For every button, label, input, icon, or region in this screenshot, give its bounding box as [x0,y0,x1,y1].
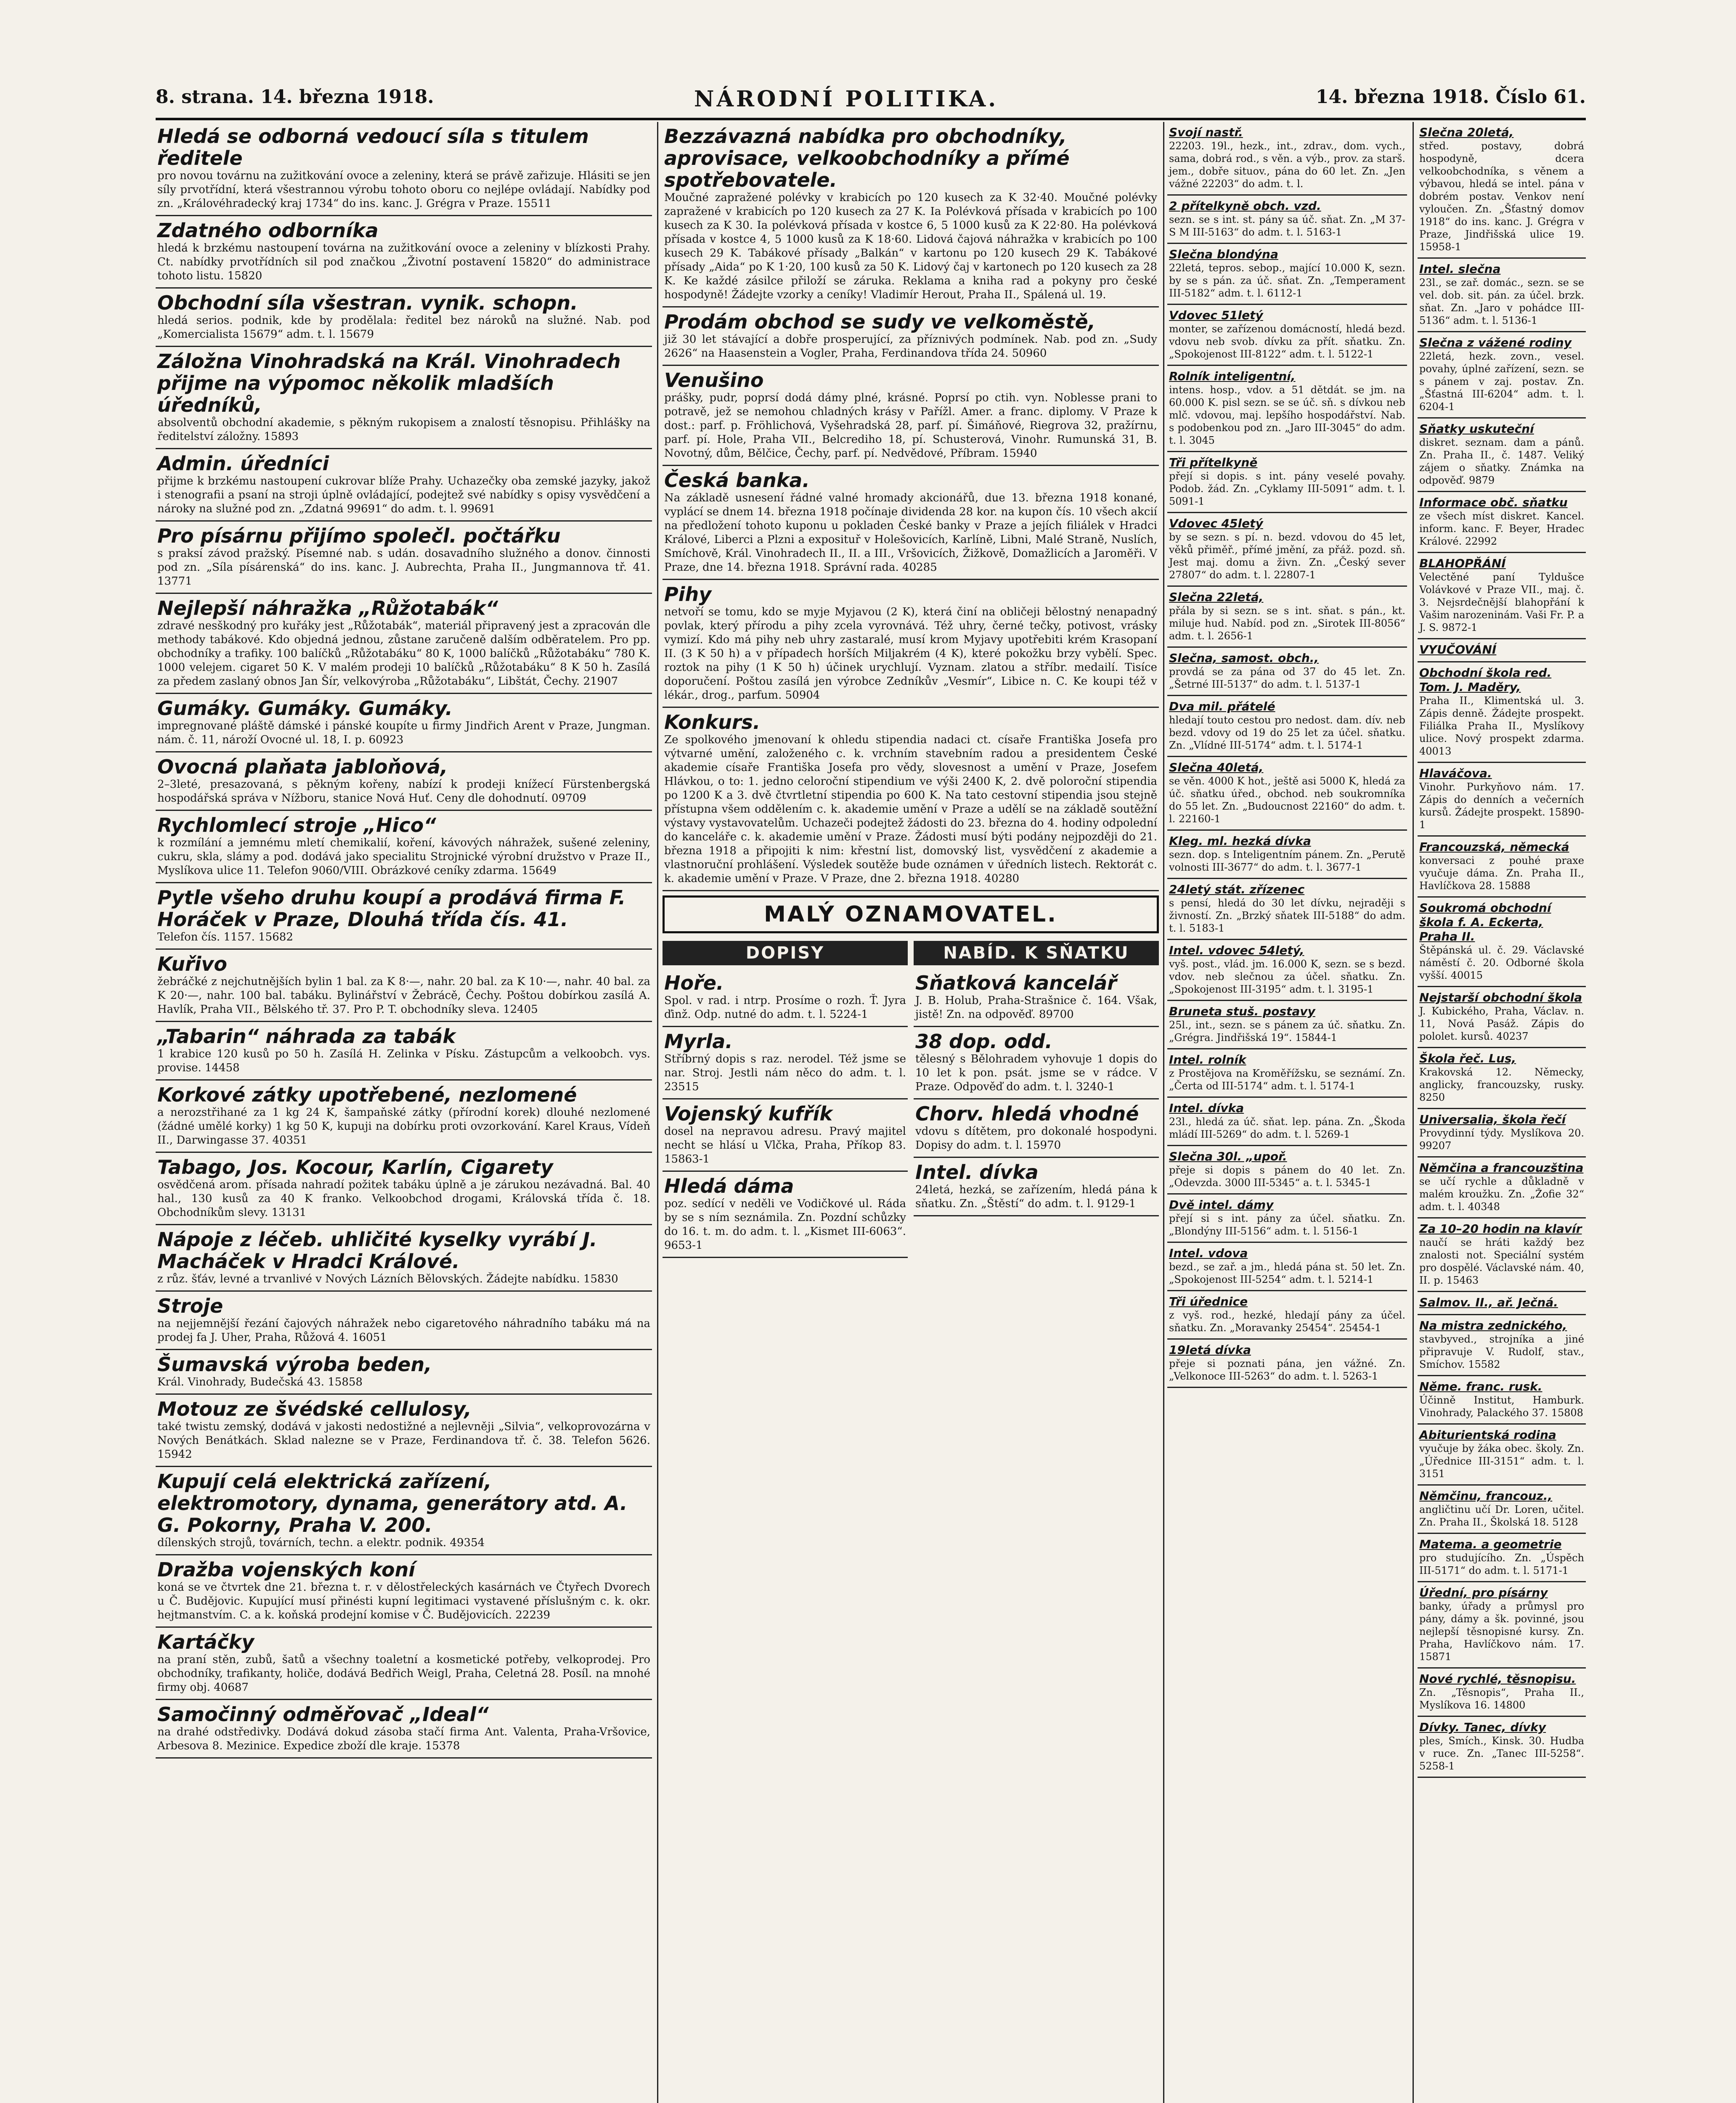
ad-headline: Slečna z vážené rodiny [1419,336,1572,350]
ad-body: bezd., se zař. a jm., hledá pána st. 50 let. Zn. „Spokojenost III-5254“ adm. t. l. 5214-1 [1169,1261,1405,1285]
classified-ad [1418,987,1586,1048]
classified-ad [1167,122,1407,196]
column-divider [1163,122,1164,2103]
classified-ad [156,216,652,289]
ad-headline: Škola řeč. Lus, [1419,1052,1516,1065]
ad-headline: Tři úřednice [1169,1295,1248,1308]
ad-headline: Úřední, pro písárny [1419,1586,1548,1600]
ad-headline: Vdovec 51letý [1169,308,1263,322]
ad-body: a nerozstřihané za 1 kg 24 K, šampaňské zátky (přírodní korek) dlouhé nezlomené (žádné umělé korky) 1 kg 50 K, kupuji na dobírku proti ovzorkování. Karel Kraus, Vídeň II., Darwingasse 37. 40351 [157,1106,650,1147]
ad-headline: Na mistra zednického, [1419,1319,1567,1332]
ad-body: dílenských strojů, továrních, techn. a elektr. podnik. 49354 [157,1536,485,1549]
ad-body: Moučné zapražené polévky v krabicích po 120 kusech za K 32·40. Moučné polévky zapražené v krabicích po 120 kusech za 27 K. Ia Polévková přísada v krabicích po 100 kusech za K 30. Ia polévková přísada v kostce 6, 5 1000 kusů za K 22·80. Ha polévková přísada v kostce 4, 5 1000 kusů za K 18·60. Lidová čajová náhražka v krabicích po 100 kusech 29 K. Tabákové přísady „Balkán“ v kartonu po 120 kusech 29 K. Tabákové přísady „Aida“ po K 1·20, 100 kusů za 50 K. Lidový čaj v kartonech po 120 kusech za 28 K. Ke každé zásilce přiloží se záruka. Reklama a kniha rad a pokyny pro české hospodyně! Žádejte vzorky a ceníky! Vladimír Herout, Praha II., Spálená ul. 19. [664,191,1157,301]
ad-headline: Intel. dívka [915,1161,1039,1184]
classified-ad [156,1628,652,1700]
classified-ad [914,1158,1159,1216]
ad-headline: Nápoje z léčeb. uhličité kyselky vyrábí J. Macháček v Hradci Králové. [157,1228,597,1273]
ad-body: na praní stěn, zubů, šatů a všechny toaletní a kosmetické potřeby, velkoprodej. Pro obchodníky, trafikanty, holiče, dodává Bedřich Weigl, Praha, Celetná 28. Posíl. na mnohé firmy obj. 40687 [157,1653,650,1694]
ad-headline: Intel. slečna [1419,262,1501,276]
ad-headline: Němčinu, francouz., [1419,1489,1553,1503]
classified-ad [1418,1048,1586,1109]
ad-headline: 24letý stát. zřízenec [1169,882,1305,896]
column-2 [663,122,1159,2103]
classified-ad [663,969,908,1027]
ad-headline: Abiturientská rodina [1419,1428,1556,1442]
ad-body: pro studujícího. Zn. „Úspěch III-5171“ do adm. t. l. 5171-1 [1419,1552,1584,1576]
ad-headline: Konkurs. [664,711,761,734]
ad-body: Na základě usnesení řádné valné hromady akcionářů, due 13. března 1918 konané, vyplácí se dnem 14. března 1918 počínaje dividenda 28 kor. na kupon čís. 10 všech akcií na předložení tohoto kuponu u pokladen České banky v Praze a jejích filiálek v Hradci Králové, Liberci a Plzni a exposituř v Holešovicích, Karlíně, Libni, Malé Straně, Nuslích, Smíchově, Král. Vinohradech II., II. a III., Vršovicích, Žižkově, Domažlicích a Jaroměři. V Praze, dne 14. března 1918. Správní rada. 40285 [664,492,1157,574]
classified-ad [156,883,652,950]
classified-ad [156,1700,652,1759]
classified-ad [156,1292,652,1350]
ad-body: tělesný s Bělohradem vyhovuje 1 dopis do 10 let k pon. psát. jsme se v rádce. V Praze. Odpověď do adm. t. l. 3240-1 [915,1053,1157,1093]
ad-body: intens. hosp., vdov. a 51 dětdát. se jm. na 60.000 K. pisl sezn. se se úč. sň. s dívkou neb mlč. vdovou, maj. lepšího hospodářství. Nab. s podobenkou pod zn. „Jaro III-3045“ do adm. t. l. 3045 [1169,384,1405,446]
ad-headline: Universalia, škola řečí [1419,1112,1566,1126]
ad-headline: Slečna blondýna [1169,247,1278,261]
classified-ad [1167,244,1407,305]
ad-body: již 30 let stávající a dobře prosperující, za příznivých podmínek. Nab. pod zn. „Sudy 2626“ na Haasenstein a Vogler, Praha, Ferdinandova třída 24. 50960 [664,333,1157,360]
classified-ad [1418,1486,1586,1534]
ad-headline: Francouzská, německá [1419,840,1569,854]
classified-ad [156,122,652,216]
ad-body: absolventů obchodní akademie, s pěkným rukopisem a znalostí těsnopisu. Přihlášky na ředitelství záložny. 15893 [157,416,650,443]
ad-body: Stříbrný dopis s raz. nerodel. Též jsme se nar. Stroj. Jestli nám něco do adm. t. l. 23515 [664,1053,906,1093]
ad-headline: Hledá se odborná vedoucí síla s titulem ředitele [157,125,589,170]
classified-ad [1418,1425,1586,1486]
ad-headline: Intel. vdova [1169,1246,1248,1260]
ad-body: 23l., hledá za úč. sňat. lep. pána. Zn. „Škoda mládí III-5269“ do adm. t. l. 5269-1 [1169,1116,1405,1140]
ad-headline: Intel. rolník [1169,1053,1246,1067]
classified-ad [663,1172,908,1258]
classified-ad [156,1555,652,1628]
ad-headline: Nejlepší náhražka „Růžotabák“ [157,597,498,620]
ad-body: angličtinu učí Dr. Loren, učitel. Zn. Praha II., Školská 18. 5128 [1419,1504,1584,1528]
ad-body: vdovu s dítětem, pro dokonalé hospodyni. Dopisy do adm. t. l. 15970 [915,1125,1157,1152]
ad-body: přeje si poznati pána, jen vážné. Zn. „Velkonoce III-5263“ do adm. t. l. 5263-1 [1169,1358,1405,1382]
ad-body: hledají touto cestou pro nedost. dam. dív. neb bezd. vdovy od 19 do 25 let za účel. sňatku. Zn. „Vlídné III-5174“ adm. t. l. 5174-1 [1169,714,1405,751]
ad-headline: Dva mil. přátelé [1169,699,1275,713]
classified-ad [1167,879,1407,940]
ad-headline: 38 dop. odd. [915,1030,1052,1053]
classified-ad [156,522,652,594]
classified-ad [1167,1098,1407,1146]
classified-ad [663,366,1159,466]
section-dopisy: DOPISY [663,941,908,965]
ad-body: pro novou továrnu na zužitkování ovoce a zeleniny, která se právě zařizuje. Hlásiti se jen síly prvotřídní, která všestrannou výrobu tohoto oboru co nejlépe ovládají. Nabídky pod zn. „Královéhradecký kraj 1734“ do ins. kanc. J. Grégra v Praze. 15511 [157,170,650,210]
ad-body: 1 krabice 120 kusů po 50 h. Zasílá H. Zelinka v Písku. Zástupcům a velkoobch. vys. provise. 14458 [157,1048,650,1074]
ad-body: vyš. post., vlád. jm. 16.000 K, sezn. se s bezd. vdov. neb slečnou za účel. sňatku. Zn. „Spokojenost III-3195“ adm. t. l. 3195-1 [1169,958,1405,995]
ad-headline: Matema. a geometrie [1419,1537,1562,1551]
ad-body: hledá serios. podnik, kde by prodělala: ředitel bez nároků na služné. Nab. pod „Komercialista 15679“ adm. t. l. 15679 [157,314,650,341]
classified-ad [1167,1291,1407,1340]
ad-body: Velectěné paní Tyldušce Volávkové v Praze VII., maj. č. 3. Nejsrdečnější blahopřání k Vašim narozeninám. Vaši Fr. P. a J. S. 9872-1 [1419,571,1584,633]
issue-date-number: 14. března 1918. Číslo 61. [1315,86,1586,108]
ad-body: Krakovská 12. Německy, anglicky, francouzsky, rusky. 8250 [1419,1066,1584,1103]
ad-headline: Admin. úředníci [157,452,329,475]
ad-body: sezn. dop. s Inteligentním pánem. Zn. „Perutě volnosti III-3677“ do adm. t. l. 3677-1 [1169,849,1405,873]
classified-ad [1418,259,1586,332]
classified-ad [156,1467,652,1555]
ad-body: J. B. Holub, Praha-Strašnice č. 164. Však, jistě! Zn. na odpověď. 89700 [915,994,1157,1021]
column-1 [156,122,652,2103]
ad-headline: „Tabarin“ náhrada za tabák [157,1025,456,1048]
ad-body: z Prostějova na Kroměřížsku, se seznámí. Zn. „Čerta od III-5174“ adm. t. l. 5174-1 [1169,1067,1405,1092]
ad-body: z vyš. rod., hezké, hledají pány za účel. sňatku. Zn. „Moravanky 25454“. 25454-1 [1169,1309,1405,1334]
header-rule [156,118,1586,120]
classified-ad [914,969,1159,1027]
ad-headline: Svojí nastř. [1169,125,1243,139]
classified-ad [156,694,652,752]
ad-body: ze všech míst diskret. Kancel. inform. kanc. F. Beyer, Hradec Králové. 22992 [1419,510,1584,547]
ad-body: koná se ve čtvrtek dne 21. března t. r. v dělostřeleckých kasárnách ve Čtyřech Dvorech u Č. Budějovic. Kupující musí přinésti kupní legitimaci vystavené příslušným c. k. okr. hejtmanstvím. C. a k. koňská prodejní komise v Č. Budějovicích. 22239 [157,1581,650,1621]
ad-headline: Tabago, Jos. Kocour, Karlín, Cigarety [157,1156,553,1179]
column-divider [1413,122,1414,2103]
ad-body: J. Kubického, Praha, Václav. n. 11, Nová Pasáž. Zápis do pololet. kursů. 40237 [1419,1005,1584,1042]
classified-ad [1418,1109,1586,1157]
ad-headline: Kupují celá elektrická zařízení, elektromotory, dynama, generátory atd. A. G. Pokorny, Praha V. 200. [157,1470,628,1536]
classified-ad [1167,648,1407,696]
ad-headline: Za 10–20 hodin na klavír [1419,1222,1582,1236]
ad-headline: Samočinný odměřovač „Ideal“ [157,1703,489,1726]
classifieds-right [914,938,1159,1258]
ad-headline: Rolník inteligentní, [1169,369,1296,383]
classified-ad [663,708,1159,891]
ad-body: žebráčké z nejchutnějších bylin 1 bal. za K 8·—, nahr. 20 bal. za K 10·—, nahr. 40 bal. za K 20·—, nahr. 100 bal. tabáku. Bylinářství v Žebrácě, Čechy. Poštou dobírkou zasílá A. Havlík, Praha VII., Bělského tř. 37. Pro P. T. obchodníky sleva. 12405 [157,975,650,1016]
ad-headline: Slečna 30l. „upoř. [1169,1149,1287,1163]
ad-body: střed. postavy, dobrá hospodyně, dcera velkoobchodníka, s věnem a výbavou, hledá se intel. pána v dobrém postav. Venkov není vyloučen. Zn. „Šťastný domov 1918“ do ins. kanc. J. Grégra v Praze, Jindřišská ulice 19. 15958-1 [1419,140,1584,253]
ad-headline: 19letá dívka [1169,1343,1251,1357]
ad-body: Provydinní týdy. Myslíkova 20. 99207 [1419,1127,1584,1152]
ad-headline: Vdovec 45letý [1169,516,1263,530]
ad-body: netvoří se tomu, kdo se myje Myjavou (2 K), která činí na obličeji bělostný nenapadný povlak, který přírodu a pihy zcela vyrovnává. Též uhry, černé tečky, potivost, vrásky vymizí. Kdo má pihy neb uhry zastaralé, musí krom Myjavy upotřebiti krém Krasopaní II. (3 K 50 h) a v případech horších Miljakrém (4 K), které pokožku brzy vybělí. Spec. roztok na pihy (1 K 50 h) účinek urychlují. Vyznam. zlatou a stříbr. medailí. Tisíce doporučení. Poštou zasílá jen výrobce Zedníkův „Vesmír“, Libice n. C. Ke koupi též v lékár., drog., parfum. 50904 [664,606,1157,702]
ad-body: 22203. 19l., hezk., int., zdrav., dom. vych., sama, dobrá rod., s věn. a výb., prov. za starš. jem., dobře situov., pána do 60 let. Zn. „Jen vážné 22203“ do adm. t. l. [1169,140,1405,190]
classified-ad [156,347,652,449]
ad-body: 24letá, hezká, se zařízením, hledá pána k sňatku. Zn. „Štěstí“ do adm. t. l. 9129-1 [915,1184,1157,1210]
ad-headline: Česká banka. [664,469,810,492]
ad-body: z růz. šťáv, levné a trvanlivé v Nových Lázních Bělovských. Žádejte nabídku. 15830 [157,1273,618,1285]
ad-body: dosel na nepravou adresu. Pravý majitel necht se hlásí u Vlčka, Praha, Příkop 83. 15863-1 [664,1125,906,1165]
ad-body: zdravé nesškodný pro kuřáky jest „Růžotabák“, materiál připravený jest a zpracován dle methody tabákové. Kdo objedná jednou, zůstane zaručeně dalším odběratelem. Pro pp. obchodníky a trafiky. 100 balíčků „Růžotabáku“ 80 K, 1000 balíčků „Růžotabáku“ 780 K. 1000 velejem. cigaret 50 K. V malém prodeji 10 balíčků „Růžotabáku“ 8 K 50 h. Zasílá za předem zaslaný obnos Jan Šír, velkovýroba „Růžotabáku“, Libštát, Čechy. 21907 [157,620,650,688]
ad-body: vyučuje by žáka obec. školy. Zn. „Úřednice III-3151“ adm. t. l. 3151 [1419,1443,1584,1480]
classified-ad [1418,662,1586,763]
ad-headline: Vojenský kufřík [664,1102,832,1125]
classified-ad [1167,696,1407,757]
classified-ad [1418,492,1586,553]
ad-headline: Zdatného odborníka [157,219,379,242]
ad-headline: Dvě intel. dámy [1169,1198,1274,1212]
classified-ad [663,307,1159,366]
ad-headline: Kartáčky [157,1631,254,1653]
classifieds-left [663,938,908,1258]
ad-headline: Záložna Vinohradská na Král. Vinohradech přijme na výpomoc několik mladších úředníků, [157,350,621,416]
classified-ad [1167,940,1407,1001]
ad-body: Zn. „Těsnopis“, Praha II., Myslíkova 16. 14800 [1419,1687,1584,1711]
ad-body: k rozmílání a jemnému mletí chemikalií, koření, kávových náhražek, sušené zeleniny, cukru, skla, slámy a pod. dodává jako specialitu Strojnické výrobní družstvo v Praze II., Myslíkova ulice 11. Telefon 9060/VIII. Obrázkové ceníky zdarma. 15649 [157,837,650,877]
ad-body: 25l., int., sezn. se s pánem za úč. sňatku. Zn. „Grégra. Jindřišská 19“. 15844-1 [1169,1019,1405,1044]
classified-ad [1167,1001,1407,1049]
ad-body: banky, úřady a průmysl pro pány, dámy a šk. povinné, jsou nejlepší těsnopisné kursy. Zn. Praha, Havlíčkovo nám. 17. 15871 [1419,1600,1584,1663]
ad-headline: Obchodní škola red. Tom. J. Maděry, [1419,666,1552,694]
ad-body: prášky, pudr, poprsí dodá dámy plné, krásné. Poprsí po ctih. vyn. Noblesse prani to potravě, jež se nemohou chladných krásy v Pařížl. Amer. a franc. diplomy. V Praze k dost.: parf. p. Fröhlichová, Vyšehradská 28, parf. pí. Šimáňové, Riegrova 32, pražírnu, parf. pí. Hole, Praha VII., Belcrediho 18, pí. Schusterová, Vinohr. Rumunská 31, B. Novotný, dům, Bělčice, Čechy, parf. pí. Nedvědové, Příbram. 15940 [664,392,1157,460]
classified-ad [1418,898,1586,987]
classified-ad [1167,831,1407,879]
classified-ad [1418,122,1586,259]
ad-headline: Slečna 22letá, [1169,590,1264,604]
ad-body: osvědčená arom. přísada nahradí požitek tabáku úplně a je zárukou nezávadná. Bal. 40 hal., 130 kusů za 40 K franko. Velkoobchod drogami, Královská třída č. 18. Obchodníkům slevy. 13131 [157,1179,650,1219]
classified-ad [1167,366,1407,452]
ad-body: 23l., se zař. domác., sezn. se se vel. dob. sit. pán. za účel. brzk. sňat. Zn. „Jaro v pohádce III-5136“ adm. t. l. 5136-1 [1419,277,1584,326]
ad-headline: Tři přítelkyně [1169,456,1258,469]
classifieds-banner: MALÝ OZNAMOVATEL. [663,895,1159,933]
classified-ad [1418,1315,1586,1376]
ad-headline: Sňatky uskuteční [1419,422,1534,436]
classified-ad [1167,1340,1407,1388]
classified-ad [156,1081,652,1153]
ad-headline: VYUČOVÁNÍ [1419,643,1497,657]
ad-headline: BLAHOPŘÁNÍ [1419,556,1506,570]
ad-headline: Venušino [664,369,764,392]
classified-ad [1167,305,1407,366]
ad-headline: Slečna, samost. obch., [1169,651,1319,665]
classified-ad [1418,553,1586,639]
ad-body: sezn. se s int. st. pány sa úč. sňat. Zn. „M 37-S M III-5163“ do adm. t. l. 5163-1 [1169,214,1405,238]
ad-body: 22letá, tepros. sebop., mající 10.000 K, sezn. by se s pán. za úč. sňat. Zn. „Temperament III-5182“ adm. t. l. 6112-1 [1169,262,1405,299]
classified-ad [1418,332,1586,418]
ad-headline: Kleg. ml. hezká dívka [1169,834,1311,848]
ad-body: Praha II., Klimentská ul. 3. Zápis denně. Žádejte prospekt. Filiálka Praha II., Myslíkovy ulice. Nový prospekt zdarma. 40013 [1419,695,1584,757]
ad-body: poz. sedící v neděli ve Vodičkové ul. Ráda by se s ním seznámila. Zn. Pozdní schůzky do 16. t. m. do adm. t. l. „Kismet III-6063“. 9653-1 [664,1197,906,1252]
classified-ad [156,289,652,347]
classified-ad [914,1027,1159,1099]
ad-headline: Hlaváčova. [1419,766,1492,780]
classified-ad [1418,1717,1586,1778]
ad-body: konversaci z pouhé praxe vyučuje dáma. Zn. Praha II., Havlíčkova 28. 15888 [1419,855,1584,892]
classified-ad [1418,1582,1586,1669]
ad-body: provdá se za pána od 37 do 45 let. Zn. „Šetrné III-5137“ do adm. t. l. 5137-1 [1169,666,1405,690]
ad-body: se učí rychle a důkladně v malém kroužku. Zn. „Žofie 32“ adm. t. l. 40348 [1419,1176,1584,1213]
column-4 [1418,122,1586,2103]
ad-body: na drahé odstředivky. Dodává dokud zásoba stačí firma Ant. Valenta, Praha-Vršovice, Arbesova 8. Mezinice. Expedice zboží dle kraje. 15378 [157,1726,650,1752]
ad-body: s praksí závod pražský. Písemné nab. s udán. dosavadního služného a donov. činnosti pod zn. „Síla písárenská“ do ins. kanc. J. Aubrechta, Praha II., Jungmannova tř. 41. 13771 [157,547,650,588]
ad-headline: Šumavská výroba beden, [157,1353,432,1376]
ad-headline: Stroje [157,1295,223,1317]
ad-headline: Informace obč. sňatku [1419,495,1568,509]
classified-ad [663,466,1159,580]
classified-ad [1418,1292,1586,1315]
classified-ad [1418,1157,1586,1218]
ad-body: Král. Vinohrady, Budečská 43. 15858 [157,1376,363,1388]
classified-ad [663,580,1159,708]
classified-ad [156,1153,652,1225]
page-header [156,86,1586,120]
ad-body: stavbyved., strojníka a jiné připravuje V. Rudolf, stav., Smíchov. 15582 [1419,1333,1584,1370]
masthead-title: NÁRODNÍ POLITIKA. [694,86,999,112]
classified-ad [156,1225,652,1292]
ad-body: na nejjemnější řezání čajových náhražek nebo cigaretového náhradního tabáku má na prodej fa J. Uher, Praha, Růžová 4. 16051 [157,1317,650,1344]
ad-body: hledá k brzkému nastoupení továrna na zužitkování ovoce a zeleniny v blízkosti Prahy. Ct. nabídky prvotřídních sil pod značkou „Životní postavení 15820“ do administrace tohoto listu. 15820 [157,242,650,282]
ad-body: přála by si sezn. se s int. sňat. s pán., kt. miluje hud. Nabíd. pod zn. „Sirotek III-8056“ adm. t. l. 2656-1 [1169,605,1405,642]
ad-headline: Chorv. hledá vhodné [915,1102,1139,1125]
ad-headline: Pytle všeho druhu koupí a prodává firma F. Horáček v Praze, Dlouhá třída čís. 41. [157,886,626,931]
ad-body: Vinohr. Purkyňovo nám. 17. Zápis do denních a večerních kursů. Žádejte prospekt. 15890-1 [1419,781,1584,831]
classified-ad [156,1395,652,1467]
classified-ad [156,449,652,522]
ad-headline: Kuřivo [157,953,227,975]
ad-headline: Pihy [664,583,712,606]
ad-headline: Prodám obchod se sudy ve velkoměstě, [664,310,1096,333]
classified-ad [1418,1534,1586,1582]
ad-headline: Dívky. Tanec, dívky [1419,1720,1546,1734]
ad-body: 2–3leté, presazovaná, s pěkným kořeny, nabízí k prodeji knížecí Fürstenbergská hospodářská správa v Nížboru, stanice Nová Huť. Ceny dle dohodnutí. 09709 [157,778,650,805]
ad-headline: Něme. franc. rusk. [1419,1380,1543,1393]
ad-body: impregnované pláště dámské i pánské koupíte u firmy Jindřich Arent v Praze, Jungman. nám. č. 11, nároží Ovocné ul. 18, I. p. 60923 [157,720,650,746]
classified-ad [1418,639,1586,662]
classified-ad [1167,513,1407,587]
classified-ad [1167,757,1407,831]
page-number-date: 8. strana. 14. března 1918. [156,86,434,108]
ad-body: Spol. v rad. i ntrp. Prosíme o rozh. Ť. Jyra ďinž. Odp. nutné do adm. t. l. 5224-1 [664,994,906,1021]
ad-headline: 2 přítelkyně obch. vzd. [1169,199,1321,213]
classified-ad [1418,837,1586,898]
classified-ad [1418,1218,1586,1292]
classified-ad [1418,763,1586,837]
ad-headline: Bruneta stuš. postavy [1169,1004,1315,1018]
ad-body: přijme k brzkému nastoupení cukrovar blíže Prahy. Uchazečky oba zemské jazyky, jakož i stenografii a psaní na stroji úplně ovládající, podejtež své nabídky s opisy vysvědčení a nároky na služné pod zn. „Zdatná 99691“ do adm. t. l. 99691 [157,475,650,515]
classified-ad [156,950,652,1022]
section-snatky: NABÍD. K SŇATKU [914,941,1159,965]
ad-body: také twistu zemský, dodává v jakosti nedostižné a nejlevněji „Silvia“, velkoprovozárna v Nových Benátkách. Sklad nalezne se v Praze, Ferdinandova tř. č. 38. Telefon 5626. 15942 [157,1420,650,1461]
classified-ad [156,752,652,811]
ad-headline: Bezzávazná nabídka pro obchodníky, aprovisace, velkoobchodníky a přímé spotřebovatele. [664,125,1070,191]
ad-headline: Ovocná plaňata jabloňová, [157,755,448,778]
classified-ad [156,594,652,694]
ad-body: přejí si s int. pány za účel. sňatku. Zn. „Blondýny III-5156“ adm. t. l. 5156-1 [1169,1213,1405,1237]
ad-headline: Slečna 40letá, [1169,760,1264,774]
ad-body: monter, se zařízenou domácností, hledá bezd. vdovu neb svob. dívku za přít. sňatku. Zn. „Spokojenost III-8122“ adm. t. l. 5122-1 [1169,323,1405,360]
ad-headline: Obchodní síla všestran. vynik. schopn. [157,291,578,314]
ad-headline: Němčina a francouzština [1419,1161,1584,1175]
ad-headline: Rychlomlecí stroje „Hico“ [157,814,436,837]
classified-ad [1418,418,1586,492]
ad-headline: Korkové zátky upotřebené, nezlomené [157,1083,577,1106]
classified-ad [1418,1669,1586,1717]
ad-headline: Salmov. II., ař. Ječná. [1419,1295,1558,1309]
ad-headline: Intel. dívka [1169,1101,1244,1115]
ad-headline: Dražba vojenských koní [157,1558,416,1581]
classified-ad [156,1350,652,1395]
ad-headline: Intel. vdovec 54letý, [1169,943,1304,957]
classified-ad [1167,1195,1407,1243]
classified-ad [663,1027,908,1099]
ad-body: přeje si dopis s pánem do 40 let. Zn. „Odevzda. 3000 III-5345“ a. t. l. 5345-1 [1169,1164,1405,1189]
ad-headline: Nové rychlé, těsnopisu. [1419,1672,1576,1686]
ad-body: Ze spolkového jmenovaní k ohledu stipendia nadaci ct. císaře Františka Josefa pro výtvarné umění, založeného c. k. vrchním stavebním radou a presidentem České akademie císaře Františka Josefa pro vědy, slovesnost a umění v Praze, Josefem Hlávkou, o to: 1. jedno celoroční stipendium ve výši 2400 K, 2. dvě poloroční stipendia po 1200 K a 3. dvě čtvrtletní stipendia po 600 K. Na tato cestovní stipendia jsou stejně přístupna všem oddělením c. k. akademie umění v Praze a udělí se na základě soutěžní výstavy vystavovatelům. Uchazeči podejtež žádosti do 23. března do 4. hodiny odpolední do kanceláře c. k. akademie umění v Praze. Žádosti musí býti podány nejpozději do 21. března 1918 a připojiti k nim: křestní list, domovský list, vysvědčení z akademie a vlastnoruční prohlášení. Výsledek soutěže bude oznámen v úředních listech. Rektorát c. k. akademie umění v Praze. V Praze, dne 2. března 1918. 40280 [664,734,1157,885]
ad-body: s pensí, hledá do 30 let dívku, nejraději s živností. Zn. „Brzký sňatek III-5188“ do adm. t. l. 5183-1 [1169,897,1405,934]
ad-headline: Gumáky. Gumáky. Gumáky. [157,697,453,720]
column-divider [657,122,658,2103]
ad-headline: Hledá dáma [664,1175,794,1197]
classified-ad [663,1099,908,1172]
classified-ad [1167,196,1407,244]
ad-headline: Myrla. [664,1030,733,1053]
classified-ad [1167,1243,1407,1291]
classified-ad [156,811,652,883]
ad-body: naučí se hráti každý bez znalosti not. Speciální systém pro dospělé. Václavské nám. 40, II. p. 15463 [1419,1237,1584,1286]
ad-body: přejí si dopis. s int. pány veselé povahy. Podob. žád. Zn. „Cyklamy III-5091“ adm. t. l. 5091-1 [1169,470,1405,507]
ad-headline: Soukromá obchodní škola f. A. Eckerta, Praha II. [1419,901,1551,943]
classified-ad [1167,587,1407,648]
classified-ad [1167,1049,1407,1098]
classified-ad [1418,1376,1586,1425]
classified-ad [1167,452,1407,513]
column-3 [1167,122,1407,2103]
ad-headline: Pro písárnu přijímo společl. počtářku [157,524,561,547]
ad-headline: Nejstarší obchodní škola [1419,991,1582,1004]
ad-headline: Motouz ze švédské cellulosy, [157,1398,472,1420]
ad-body: by se sezn. s pí. n. bezd. vdovou do 45 let, věků přiměř., přímé jmění, za přáž. pozd. sň. Jest maj. domu a živn. Zn. „Český sever 27807“ do adm. t. l. 22807-1 [1169,531,1405,581]
ad-headline: Sňatková kancelář [915,972,1117,994]
classified-ad [914,1099,1159,1158]
ad-body: diskret. seznam. dam a pánů. Zn. Praha II., č. 1487. Veliký zájem o sňatky. Známka na odpověď. 9879 [1419,437,1584,486]
classified-ad [663,122,1159,307]
ad-body: Telefon čís. 1157. 15682 [157,931,293,943]
ad-headline: Hoře. [664,972,724,994]
classified-ad [156,1022,652,1081]
ad-body: se věn. 4000 K hot., ještě asi 5000 K, hledá za úč. sňatku úřed., obchod. neb soukromníka do 55 let. Zn. „Budoucnost 22160“ do adm. t. l. 22160-1 [1169,775,1405,825]
ad-body: 22letá, hezk. zovn., vesel. povahy, úplné zařízení, sezn. se s pánem v zaj. postav. Zn. „Šťastná III-6204“ adm. t. l. 6204-1 [1419,350,1584,413]
classified-ad [1167,1146,1407,1195]
ad-body: Štěpánská ul. č. 29. Václavské náměstí č. 20. Odborné škola vyšší. 40015 [1419,944,1584,981]
ad-body: Účinně Institut, Hamburk. Vinohrady, Palackého 37. 15808 [1419,1394,1584,1419]
ad-body: ples, Smích., Kinsk. 30. Hudba v ruce. Zn. „Tanec III-5258“. 5258-1 [1419,1735,1584,1772]
ad-headline: Slečna 20letá, [1419,125,1514,139]
